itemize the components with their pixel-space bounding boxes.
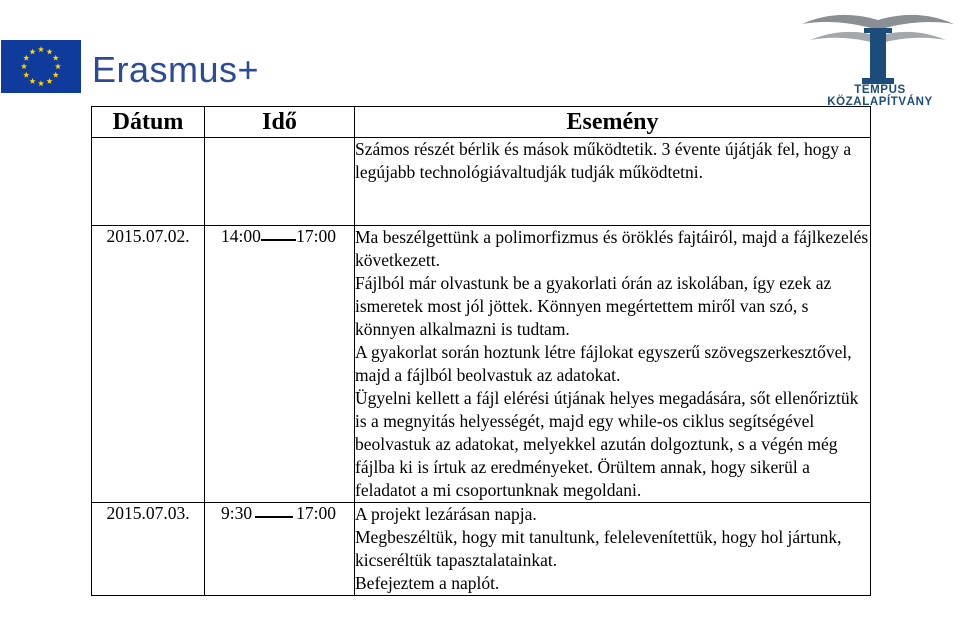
event-cell bbox=[355, 226, 871, 503]
eu-flag-logo bbox=[1, 40, 81, 93]
time-range bbox=[205, 503, 354, 524]
date-cell: 2015.07.02. bbox=[92, 226, 205, 503]
date-cell: 2015.07.03. bbox=[92, 503, 205, 596]
event-text: A gyakorlat során hoztunk létre fájlokat egyszerű szövegszerkesztővel, majd a fájlból beolvastuk az adatokat. bbox=[355, 342, 852, 385]
time-cell bbox=[205, 138, 355, 226]
event-cell bbox=[355, 138, 871, 226]
time-cell bbox=[205, 503, 355, 596]
event-text: Fájlból már olvastunk be a gyakorlati órán az iskolában, így ezek az ismeretek most jól jöttek. Könnyen megértettem miről van szó, s könnyen alkalmazni is tudtam. bbox=[355, 273, 832, 339]
start-time: 14:00 bbox=[221, 226, 261, 246]
table-row bbox=[92, 503, 871, 596]
date-column-header: Dátum bbox=[92, 107, 205, 138]
event-text: Ügyelni kellett a fájl elérési útjának helyes megadására, sőt ellenőriztük is a megnyitás helyességét, majd egy while-os ciklus segítségével beolvastuk az adatokat, melyekkel azután dolgoztunk, s a végén még fájlba ki is írtuk az eredményeket. Örültem annak, hogy sikerül a feladatot a mi csoportunknak megoldani. bbox=[355, 388, 859, 500]
tempus-arc-top bbox=[802, 15, 954, 30]
start-time: 9:30 bbox=[221, 503, 253, 523]
table-row bbox=[92, 226, 871, 503]
event-text: Befejeztem a naplót. bbox=[355, 573, 500, 593]
event-cell bbox=[355, 503, 871, 596]
erasmus-plus-logo-text: Erasmus+ bbox=[92, 49, 260, 90]
event-text: Megbeszéltük, hogy mit tanultunk, felelevenítettük, hogy hol jártunk, kicseréltük tapasztalatainkat. bbox=[355, 527, 842, 570]
diary-table bbox=[91, 106, 871, 596]
tempus-column-logo bbox=[798, 2, 958, 86]
end-time: 17:00 bbox=[296, 503, 336, 523]
table-header-row bbox=[92, 107, 871, 138]
end-time: 17:00 bbox=[296, 226, 336, 246]
table-row bbox=[92, 138, 871, 226]
time-range-dash bbox=[261, 220, 296, 241]
time-cell bbox=[205, 226, 355, 503]
tempus-foundation-name: TEMPUS KÖZALAPÍTVÁNY bbox=[827, 84, 933, 108]
tempus-column-capital bbox=[864, 28, 892, 33]
date-cell bbox=[92, 138, 205, 226]
time-range-dash bbox=[255, 497, 293, 518]
event-text: Számos részét bérlik és mások működtetik. 3 évente újátják fel, hogy a legújabb technológiávaltudják tudják működtetni. bbox=[355, 139, 852, 182]
event-text: Ma beszélgettünk a polimorfizmus és öröklés fajtáiról, majd a fájlkezelés következett. bbox=[355, 227, 869, 270]
tempus-column bbox=[870, 30, 886, 82]
time-range bbox=[205, 226, 354, 247]
time-column-header: Idő bbox=[205, 107, 355, 138]
event-column-header: Esemény bbox=[355, 107, 871, 138]
event-text: A projekt lezárásan napja. bbox=[355, 504, 537, 524]
